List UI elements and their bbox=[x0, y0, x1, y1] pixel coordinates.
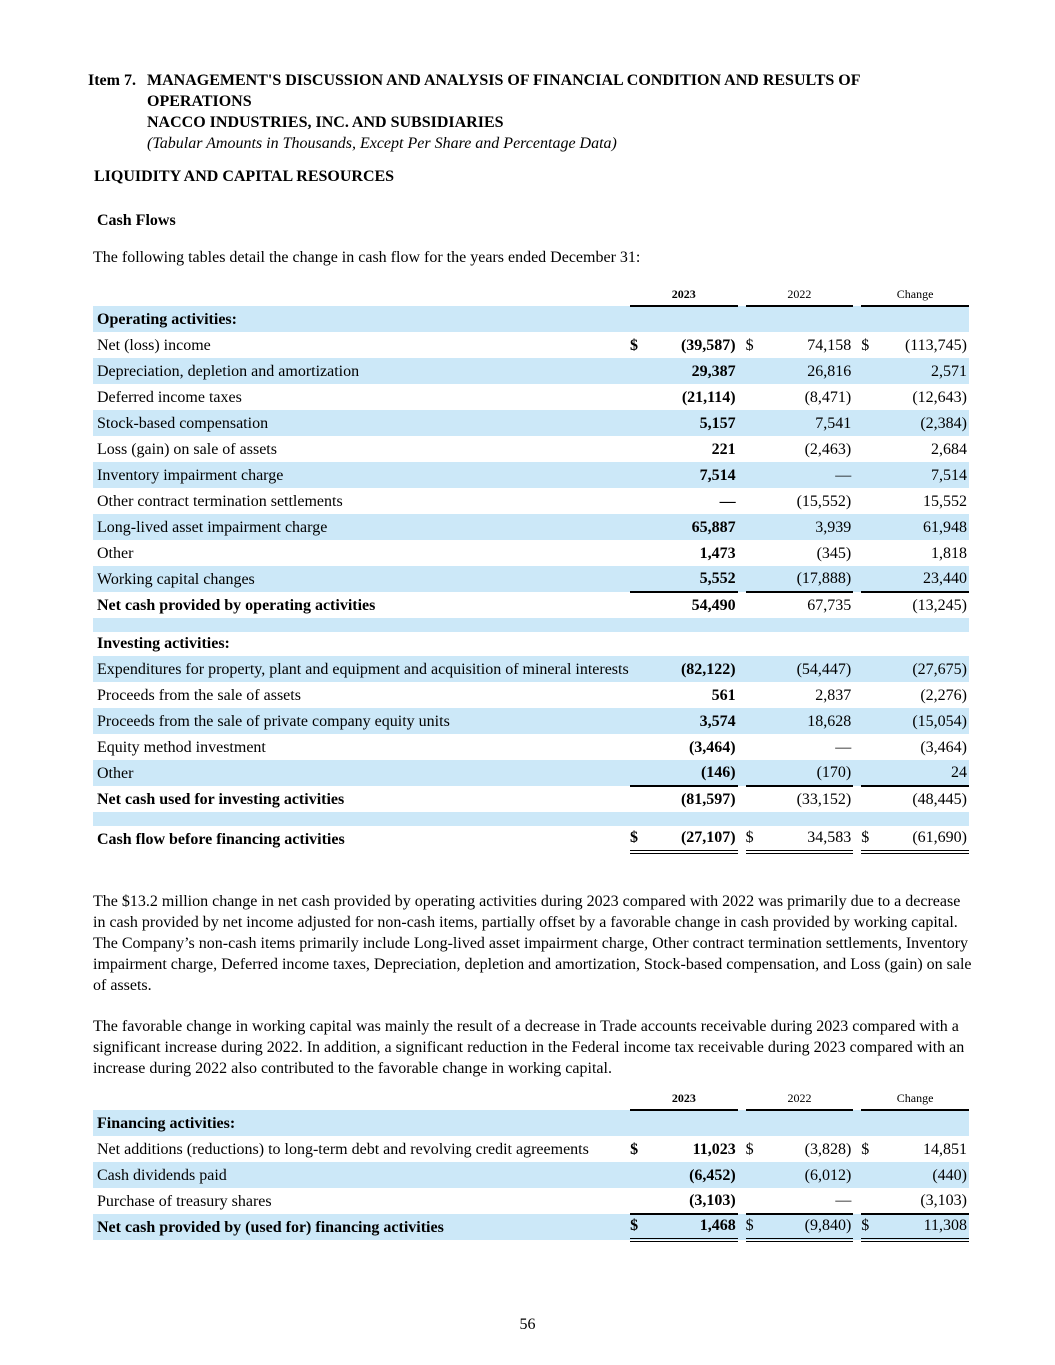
col-2022: 2022 bbox=[746, 284, 854, 306]
table-row: Other contract termination settlements — (15,552) 15,552 bbox=[97, 493, 967, 510]
table-row: Proceeds from the sale of private company equity units 3,574 18,628 (15,054) bbox=[93, 708, 969, 734]
table-row: Working capital changes 5,552 (17,888) 23,440 bbox=[93, 566, 969, 592]
investing-heading: Investing activities: bbox=[97, 635, 230, 652]
operating-analysis-paragraph: The $13.2 million change in net cash provided by operating activities during 2023 compared with 2022 was primarily due to a decrease in cash provided by net income adjusted for non-cash items, partially offset by a favorable change in cash provided by working capital. The Company’s non-cash items primarily include Long-lived asset impairment charge, Other contract termination settlements, Inventory impairment charge, Deferred income taxes, Depreciation, depletion and amortization, Stock-based compensation, and Loss (gain) on sale of assets. bbox=[93, 893, 972, 994]
cash-flow-table bbox=[93, 284, 969, 854]
table-row: Stock-based compensation 5,157 7,541 (2,384) bbox=[93, 410, 969, 436]
table-row: Other 1,473 (345) 1,818 bbox=[97, 545, 967, 562]
section-title-line2: OPERATIONS bbox=[147, 93, 252, 110]
units-note: (Tabular Amounts in Thousands, Except Per Share and Percentage Data) bbox=[147, 135, 617, 152]
table-row: Inventory impairment charge 7,514 — 7,514 bbox=[93, 462, 969, 488]
working-capital-paragraph: The favorable change in working capital was mainly the result of a decrease in Trade accounts receivable during 2023 compared with a significant increase during 2022. In addition, a significant reduction in the Federal income tax receivable during 2023 compared with an increase during 2022 also contributed to the favorable change in working capital. bbox=[93, 1018, 965, 1077]
financing-total-row: Net cash provided by (used for) financing activities $ 1,468 $ (9,840) $ 11,308 bbox=[93, 1214, 969, 1240]
operating-total-row: Net cash provided by operating activities 54,490 67,735 (13,245) bbox=[97, 597, 967, 614]
financing-table: 2023 2022 Change Financing activities: Net additions (reductions) to long-term debt and revolving credit agreements $ 11,023 $ (3,828) $ 14,851 Cash dividends paid (6,452) (6,012) (440) Purchase of treasury shares (3,103) — (3,103) Net cash provided by (used for) financing activities $ 1,468 $ (9,840) $ 11,308 bbox=[93, 1088, 969, 1242]
table-row: Cash dividends paid (6,452) (6,012) (440) bbox=[93, 1162, 969, 1188]
intro-text: The following tables detail the change in cash flow for the years ended December 31: bbox=[93, 249, 641, 266]
table-row: Expenditures for property, plant and equipment and acquisition of mineral interests (82,122) (54,447) (27,675) bbox=[93, 656, 969, 682]
operating-heading: Operating activities: bbox=[93, 306, 969, 332]
grand-total-row: Cash flow before financing activities $ (27,107) $ 34,583 $ (61,690) bbox=[93, 826, 969, 852]
table-row: Loss (gain) on sale of assets 221 (2,463) 2,684 bbox=[97, 441, 967, 458]
page-number: 56 bbox=[519, 1316, 536, 1333]
col-change: Change bbox=[861, 284, 969, 306]
investing-total-row: Net cash used for investing activities (81,597) (33,152) (48,445) bbox=[97, 791, 967, 808]
financing-heading: Financing activities: bbox=[93, 1110, 969, 1136]
company-name: NACCO INDUSTRIES, INC. AND SUBSIDIARIES bbox=[147, 114, 504, 131]
table-row: Equity method investment (3,464) — (3,464) bbox=[97, 739, 967, 756]
liquidity-heading: LIQUIDITY AND CAPITAL RESOURCES bbox=[94, 168, 395, 185]
item-label: Item 7. bbox=[88, 72, 136, 89]
table-row: Other (146) (170) 24 bbox=[93, 760, 969, 786]
table-row: Proceeds from the sale of assets 561 2,837 (2,276) bbox=[97, 687, 967, 704]
table-row: Depreciation, depletion and amortization 29,387 26,816 2,571 bbox=[93, 358, 969, 384]
table-row: Net (loss) income $ (39,587) $ 74,158 $ (113,745) bbox=[97, 337, 967, 354]
col-2023: 2023 bbox=[630, 284, 738, 306]
table-row: Purchase of treasury shares (3,103) — (3,103) bbox=[93, 1188, 969, 1214]
table-row: Net additions (reductions) to long-term debt and revolving credit agreements $ 11,023 $ (3,828) $ 14,851 bbox=[97, 1141, 967, 1158]
table-row: Deferred income taxes (21,114) (8,471) (12,643) bbox=[97, 389, 967, 406]
section-title-line1: MANAGEMENT'S DISCUSSION AND ANALYSIS OF FINANCIAL CONDITION AND RESULTS OF bbox=[147, 72, 861, 89]
table-row: Long-lived asset impairment charge 65,887 3,939 61,948 bbox=[93, 514, 969, 540]
document-header bbox=[88, 70, 860, 154]
cash-flows-heading: Cash Flows bbox=[97, 212, 176, 229]
